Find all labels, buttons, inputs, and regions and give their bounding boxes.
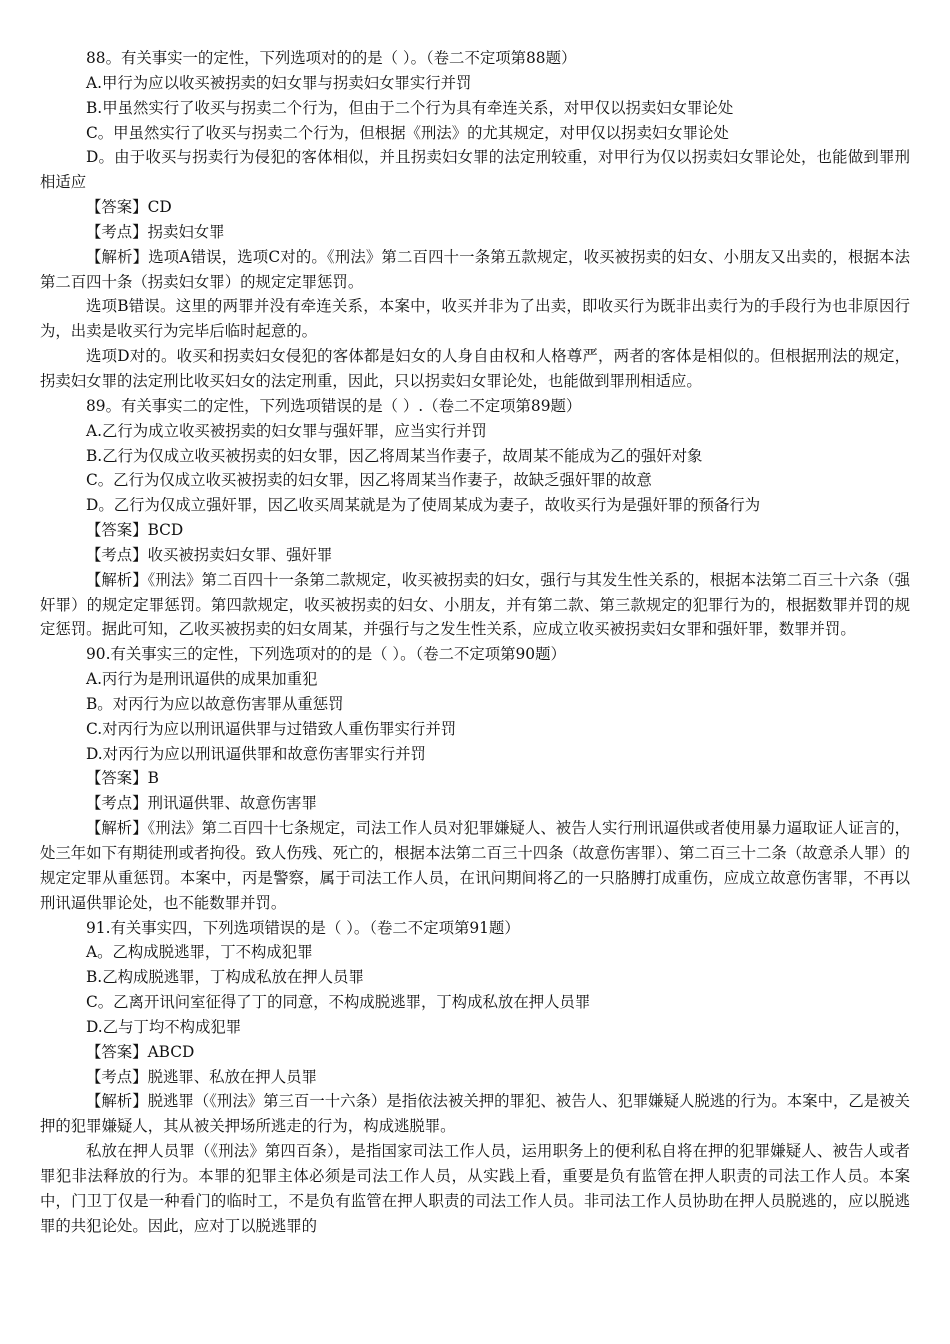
question-90-answer: 【答案】B: [86, 769, 159, 788]
question-88-stem: 88。有关事实一的定性，下列选项对的的是（ ）。（卷二不定项第88题）: [86, 49, 577, 67]
question-91-option-b: B.乙构成脱逃罪，丁构成私放在押人员罪: [86, 968, 364, 987]
question-88-option-b: B.甲虽然实行了收买与拐卖二个行为，但由于二个行为具有牵连关系，对甲仅以拐卖妇女罪论处: [86, 98, 734, 117]
question-89-option-a: A.乙行为成立收买被拐卖的妇女罪与强奸罪，应当实行并罚: [86, 421, 487, 440]
question-89-option-b: B.乙行为仅成立收买被拐卖的妇女罪，因乙将周某当作妻子，故周某不能成为乙的强奸对象: [86, 446, 703, 465]
question-89-option-d: D。乙行为仅成立强奸罪，因乙收买周某就是为了使周某成为妻子，故收买行为是强奸罪的预备行为: [86, 496, 761, 515]
question-88-analysis: 【解析】选项A错误，选项C对的。《刑法》第二百四十一条第五款规定，收买被拐卖的妇女、小朋友又出卖的，根据本法第二百四十条（拐卖妇女罪）的规定定罪惩罚。: [40, 247, 910, 291]
question-88-option-c: C。甲虽然实行了收买与拐卖二个行为，但根据《刑法》的尤其规定，对甲仅以拐卖妇女罪论处: [86, 123, 729, 142]
question-89-stem: 89。有关事实二的定性，下列选项错误的是（ ）.（卷二不定项第89题）: [86, 396, 582, 415]
question-91-analysis-cont: 私放在押人员罪（《刑法》第四百条），是指国家司法工作人员，运用职务上的便利私自将在押的犯罪嫌疑人、被告人或者罪犯非法释放的行为。本罪的犯罪主体必须是司法工作人员，从实践上看，重要是负有监管在押人职责的司法工作人员。本案中，门卫丁仅是一种看门的临时工，不是负有监管在押人职责的司法工作人员。非司法工作人员协助在押人员脱逃的，应以脱逃罪的共犯论处。因此，应对丁以脱逃罪的: [40, 1142, 910, 1235]
question-88-option-a: A.甲行为应以收买被拐卖的妇女罪与拐卖妇女罪实行并罚: [86, 73, 472, 92]
question-91-topic: 【考点】脱逃罪、私放在押人员罪: [86, 1067, 317, 1086]
question-88-analysis-d: 选项D对的。收买和拐卖妇女侵犯的客体都是妇女的人身自由权和人格尊严，两者的客体是相似的。但根据刑法的规定，拐卖妇女罪的法定刑比收买妇女的法定刑重，因此，只以拐卖妇女罪论处，也能做到罪刑相适应。: [40, 347, 910, 390]
question-90-option-b: B。对丙行为应以故意伤害罪从重惩罚: [86, 694, 344, 713]
question-91-analysis: 【解析】脱逃罪（《刑法》第三百一十六条）是指依法被关押的罪犯、被告人、犯罪嫌疑人脱逃的行为。本案中，乙是被关押的犯罪嫌疑人，其从被关押场所逃走的行为，构成逃脱罪。: [40, 1092, 910, 1136]
question-91-answer: 【答案】ABCD: [86, 1042, 195, 1061]
question-89-topic: 【考点】收买被拐卖妇女罪、强奸罪: [86, 545, 333, 564]
question-91-option-d: D.乙与丁均不构成犯罪: [86, 1017, 242, 1036]
question-89-option-c: C。乙行为仅成立收买被拐卖的妇女罪，因乙将周某当作妻子，故缺乏强奸罪的故意: [86, 471, 652, 490]
question-89-analysis: 【解析】《刑法》第二百四十一条第二款规定，收买被拐卖的妇女，强行与其发生性关系的，根据本法第二百三十六条（强奸罪）的规定定罪惩罚。第四款规定，收买被拐卖的妇女、小朋友，并有第二款、第三款规定的犯罪行为的，根据数罪并罚的规定惩罚。据此可知，乙收买被拐卖的妇女周某，并强行与之发生性关系，应成立收买被拐卖妇女罪和强奸罪，数罪并罚。: [40, 570, 910, 639]
question-91-option-a: A。乙构成脱逃罪，丁不构成犯罪: [86, 943, 313, 962]
question-90-option-d: D.对丙行为应以刑讯逼供罪和故意伤害罪实行并罚: [86, 744, 426, 763]
question-90-topic: 【考点】刑讯逼供罪、故意伤害罪: [86, 794, 317, 813]
question-88-option-d: D。由于收买与拐卖行为侵犯的客体相似，并且拐卖妇女罪的法定刑较重，对甲行为仅以拐卖妇女罪论处，也能做到罪刑相适应: [40, 148, 910, 192]
question-88-answer: 【答案】CD: [86, 198, 172, 217]
question-90-stem: 90.有关事实三的定性，下列选项对的的是（ ）。（卷二不定项第90题）: [86, 645, 566, 664]
question-90-option-c: C.对丙行为应以刑讯逼供罪与过错致人重伤罪实行并罚: [86, 719, 457, 738]
question-90-analysis: 【解析】《刑法》第二百四十七条规定，司法工作人员对犯罪嫌疑人、被告人实行刑讯逼供或者使用暴力逼取证人证言的，处三年如下有期徒刑或者拘役。致人伤残、死亡的，根据本法第二百三十四条（故意伤害罪）、第二百三十二条（故意杀人罪）的规定定罪从重惩罚。本案中，丙是警察，属于司法工作人员，在讯问期间将乙的一只胳膊打成重伤，应成立故意伤害罪，不再以刑讯逼供罪论处，也不能数罪并罚。: [40, 819, 910, 912]
question-90-option-a: A.丙行为是刑讯逼供的成果加重犯: [86, 670, 318, 689]
question-91-stem: 91.有关事实四，下列选项错误的是（ ）。（卷二不定项第91题）: [86, 918, 520, 937]
question-88-topic: 【考点】拐卖妇女罪: [86, 222, 225, 241]
question-88-analysis-b: 选项B错误。这里的两罪并没有牵连关系，本案中，收买并非为了出卖，即收买行为既非出卖行为的手段行为也非原因行为，出卖是收买行为完毕后临时起意的。: [40, 297, 910, 341]
question-91-option-c: C。乙离开讯问室征得了丁的同意，不构成脱逃罪，丁构成私放在押人员罪: [86, 993, 591, 1012]
question-89-answer: 【答案】BCD: [86, 521, 184, 540]
